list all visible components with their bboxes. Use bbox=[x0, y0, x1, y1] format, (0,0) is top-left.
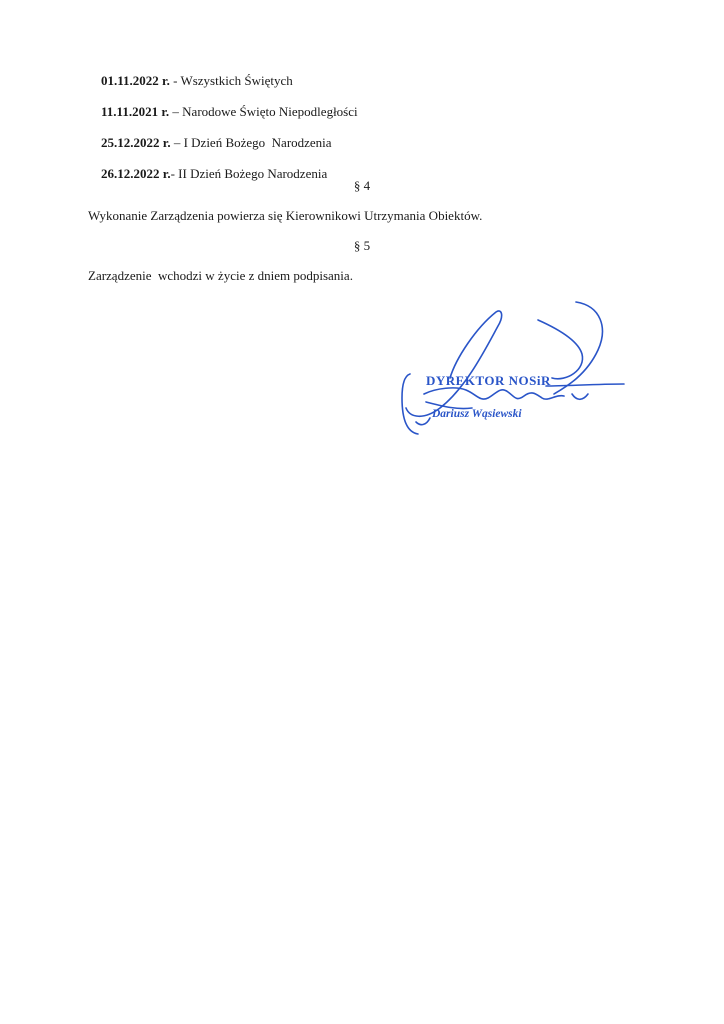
section-5-text: Zarządzenie wchodzi w życie z dniem podpisania. bbox=[88, 268, 353, 283]
section-5-heading: § 5 bbox=[353, 238, 371, 253]
holiday-name: - II Dzień Bożego Narodzenia bbox=[170, 166, 328, 181]
holiday-name: – Narodowe Święto Niepodległości bbox=[169, 104, 358, 119]
holiday-date: 26.12.2022 r. bbox=[101, 166, 171, 181]
section-4-text: Wykonanie Zarządzenia powierza się Kierownikowi Utrzymania Obiektów. bbox=[88, 208, 483, 223]
section-4-heading: § 4 bbox=[353, 178, 371, 193]
stamp-name: Dariusz Wąsiewski bbox=[432, 408, 522, 420]
stamp-title: DYREKTOR NOSiR bbox=[426, 373, 551, 388]
holiday-date: 11.11.2021 r. bbox=[101, 104, 170, 119]
holiday-date: 01.11.2022 r. bbox=[101, 73, 170, 88]
holiday-name: – I Dzień Bożego Narodzenia bbox=[170, 135, 332, 150]
holiday-date: 25.12.2022 r. bbox=[101, 135, 171, 150]
holiday-name: - Wszystkich Świętych bbox=[169, 73, 293, 88]
